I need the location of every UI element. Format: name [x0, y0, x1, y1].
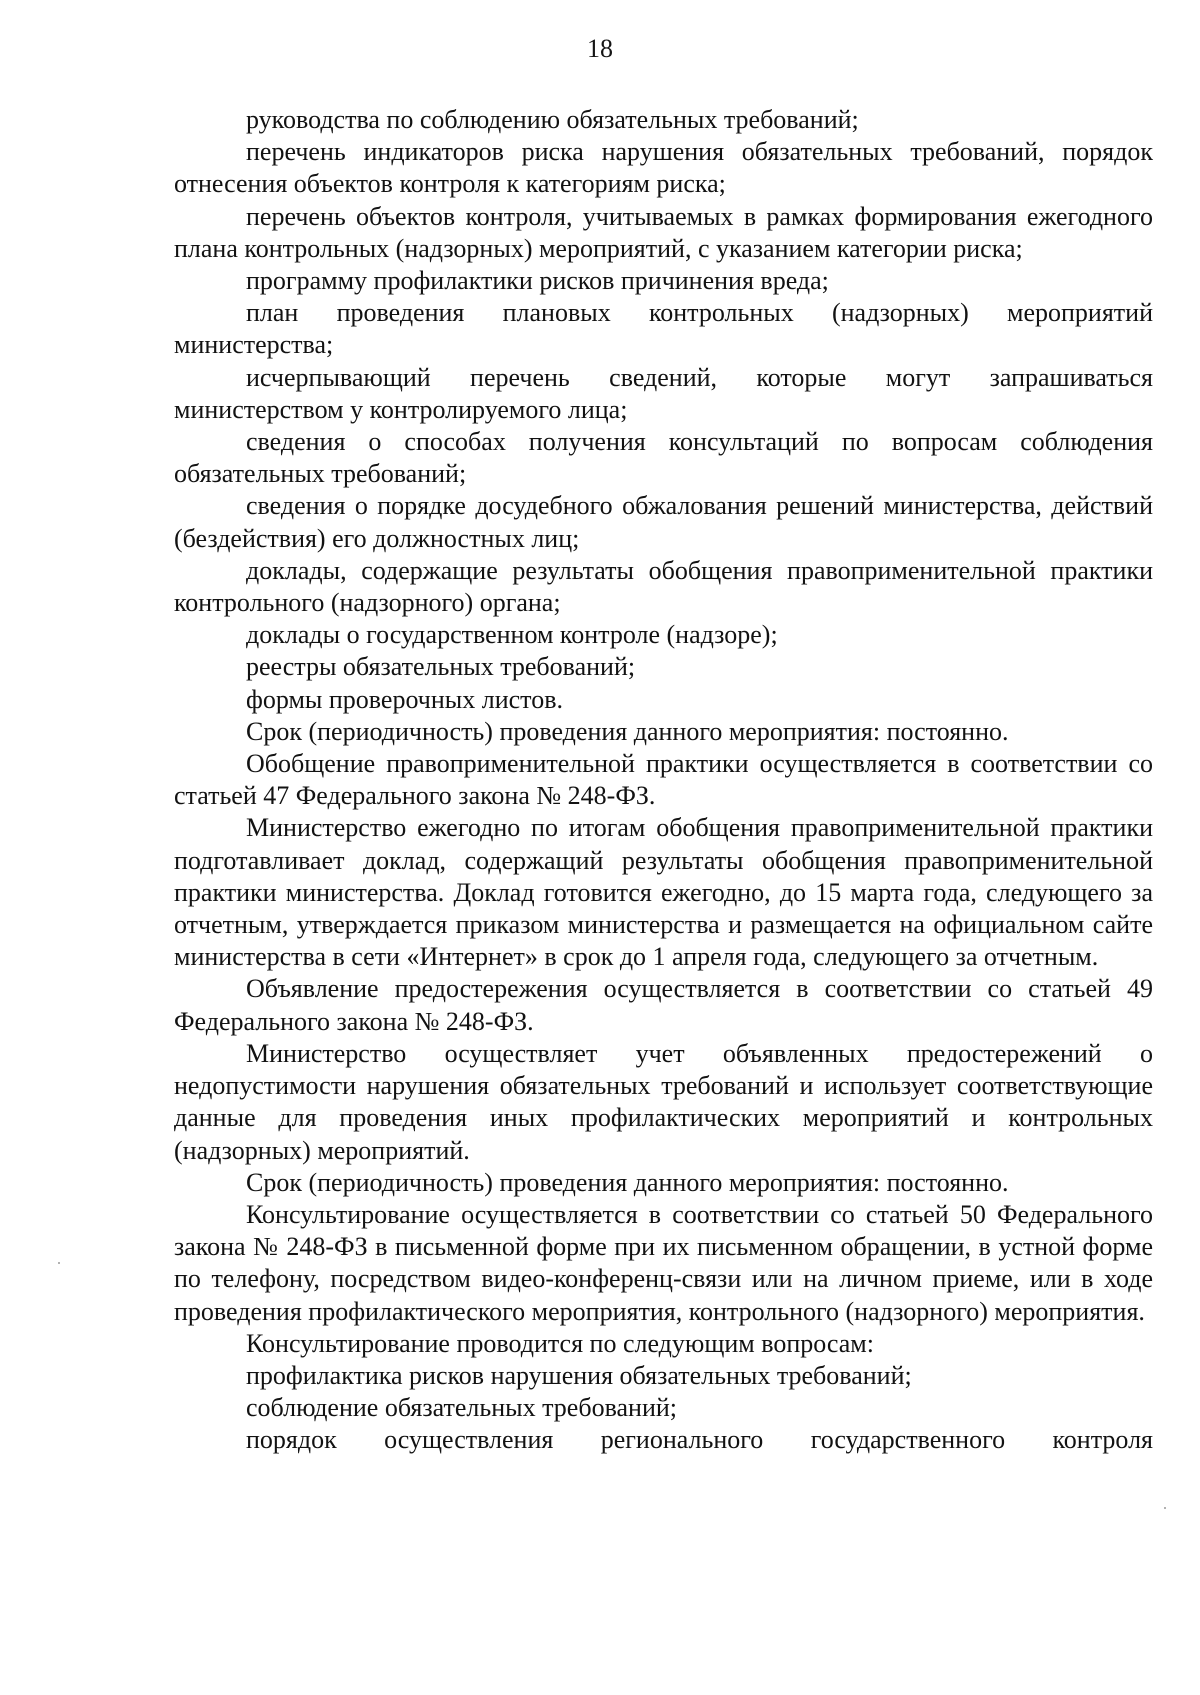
- paragraph-20: Консультирование проводится по следующим вопросам:: [246, 1328, 874, 1358]
- paragraph-4: программу профилактики рисков причинения вреда;: [246, 266, 829, 296]
- paragraph-7: сведения о способах получения консультаций по вопросам соблюдения обязательных требований;: [174, 427, 1153, 489]
- paragraph-11: реестры обязательных требований;: [246, 652, 636, 682]
- page-number: 18: [587, 34, 613, 63]
- document-body: [174, 104, 1153, 1457]
- paragraph-6: исчерпывающий перечень сведений, которые могут запрашиваться министерством у контролируемого лица;: [174, 362, 1153, 424]
- paragraph-13: Срок (периодичность) проведения данного мероприятия: постоянно.: [246, 716, 1009, 746]
- paragraph-9: доклады, содержащие результаты обобщения правоприменительной практики контрольного (надзорного) органа;: [174, 555, 1153, 618]
- paragraph-2: перечень индикаторов риска нарушения обязательных требований, порядок отнесения объектов контроля к категориям риска;: [174, 137, 1153, 199]
- paragraph-19: Консультирование осуществляется в соответствии со статьей 50 Федерального закона № 248-ФЗ в письменной форме при их письменном обращении, в устной форме по телефону, посредством видео-конференц-связи или на личном приеме, или в ходе проведения профилактического мероприятия, контрольного (надзорного) мероприятия.: [174, 1199, 1153, 1326]
- scan-speck: [58, 1262, 60, 1264]
- paragraph-8: сведения о порядке досудебного обжалования решений министерства, действий (бездействия) его должностных лиц;: [174, 491, 1153, 553]
- paragraph-23: порядок осуществления регионального государственного контроля: [246, 1425, 1153, 1455]
- paragraph-12: формы проверочных листов.: [246, 684, 563, 714]
- paragraph-17: Министерство осуществляет учет объявленных предостережений о недопустимости нарушения обязательных требований и использует соответствующие данные для проведения иных профилактических мероприятий и контрольных (надзорных) мероприятий.: [174, 1038, 1153, 1165]
- paragraph-16: Объявление предостережения осуществляется в соответствии со статьей 49 Федерального закона № 248-ФЗ.: [174, 974, 1153, 1036]
- paragraph-3: перечень объектов контроля, учитываемых в рамках формирования ежегодного плана контрольных (надзорных) мероприятий, с указанием категории риска;: [174, 201, 1153, 263]
- scan-speck: [1164, 1507, 1166, 1509]
- paragraph-22: соблюдение обязательных требований;: [246, 1393, 678, 1423]
- paragraph-18: Срок (периодичность) проведения данного мероприятия: постоянно.: [246, 1167, 1009, 1197]
- paragraph-14: Обобщение правоприменительной практики осуществляется в соответствии со статьей 47 Федерального закона № 248-ФЗ.: [174, 749, 1153, 811]
- paragraph-5: план проведения плановых контрольных (надзорных) мероприятий министерства;: [174, 298, 1153, 360]
- paragraph-21: профилактика рисков нарушения обязательных требований;: [246, 1360, 912, 1390]
- paragraph-15: Министерство ежегодно по итогам обобщения правоприменительной практики подготавливает доклад, содержащий результаты обобщения правоприменительной практики министерства. Доклад готовится ежегодно, до 15 марта года, следующего за отчетным, утверждается приказом министерства и размещается на официальном сайте министерства в сети «Интернет» в срок до 1 апреля года, следующего за отчетным.: [174, 813, 1153, 972]
- paragraph-10: доклады о государственном контроле (надзоре);: [246, 620, 778, 650]
- paragraph-1: руководства по соблюдению обязательных требований;: [246, 105, 859, 134]
